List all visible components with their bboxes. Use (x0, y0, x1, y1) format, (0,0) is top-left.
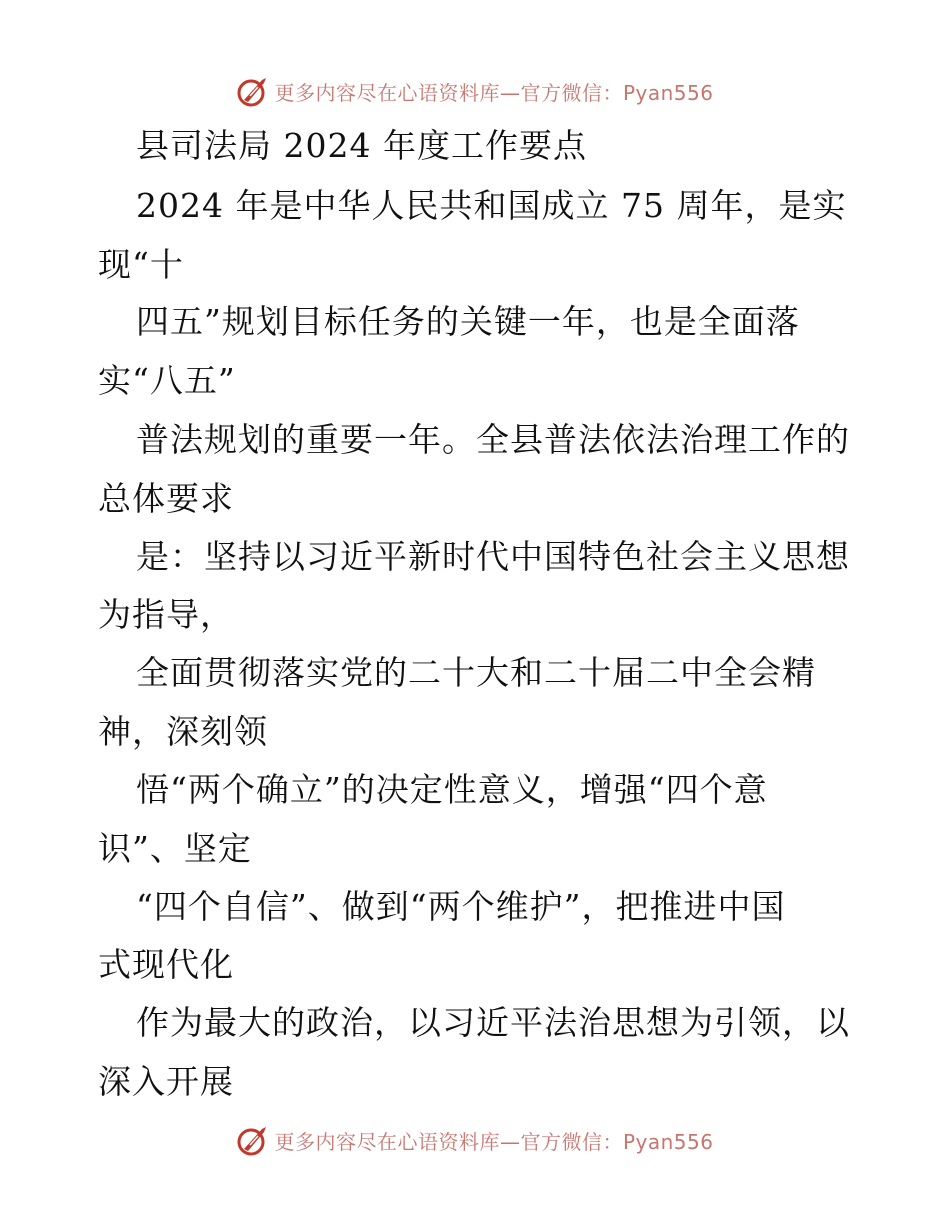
doc-line: 实“八五” (98, 361, 236, 400)
doc-line: 识”、坚定 (98, 829, 252, 868)
doc-line: 式现代化 (98, 945, 234, 984)
header-watermark (0, 71, 950, 111)
footer-watermark (0, 1120, 950, 1160)
doc-line: 四五”规划目标任务的关键一年，也是全面落 (136, 302, 800, 341)
doc-line: 全面贯彻落实党的二十大和二十届二中全会精 (136, 653, 816, 692)
doc-line: 2024 年是中华人民共和国成立 75 周年，是实 (136, 186, 847, 225)
doc-line: 悟“两个确立”的决定性意义，增强“四个意 (136, 770, 768, 809)
doc-line: 神，深刻领 (98, 712, 268, 751)
doc-line: 普法规划的重要一年。全县普法依法治理工作的 (136, 420, 850, 459)
doc-line: 为指导， (98, 595, 234, 634)
doc-line: 是：坚持以习近平新时代中国特色社会主义思想 (136, 537, 850, 576)
doc-line: 总体要求 (98, 479, 234, 518)
doc-line: 作为最大的政治，以习近平法治思想为引领，以 (136, 1003, 850, 1042)
doc-line: “四个自信”、做到“两个维护”，把推进中国 (136, 887, 786, 926)
doc-line: 现“十 (98, 245, 184, 284)
watermark-text: 更多内容尽在心语资料库—官方微信：Pyan556 (274, 80, 714, 105)
quill-seal-icon (236, 74, 270, 108)
watermark-text: 更多内容尽在心语资料库—官方微信：Pyan556 (274, 1129, 714, 1154)
doc-line: 深入开展 (98, 1062, 234, 1101)
doc-title: 县司法局 2024 年度工作要点 (136, 126, 587, 165)
quill-seal-icon (236, 1123, 270, 1157)
